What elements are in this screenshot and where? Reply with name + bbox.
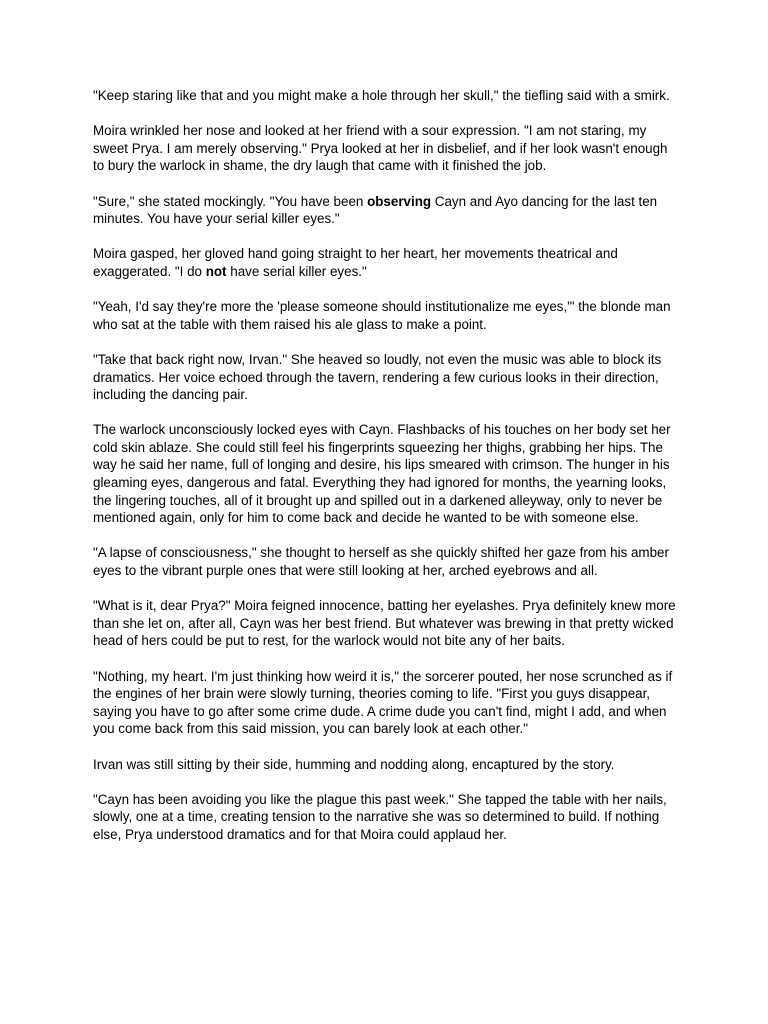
paragraph bbox=[93, 597, 678, 650]
paragraph-text: "Cayn has been avoiding you like the plague this past week." She tapped the table with her nails, slowly, one at a time, creating tension to the narrative she was so determined to build. If nothing else, Prya understood dramatics and for that Moira could applaud her. bbox=[93, 791, 667, 842]
paragraph bbox=[93, 122, 678, 175]
paragraph-text: "Nothing, my heart. I'm just thinking how weird it is," the sorcerer pouted, her nose scrunched as if the engines of her brain were slowly turning, theories coming to life. "First you guys disappear, saying you have to go after some crime dude. A crime dude you can't find, might I add, and when you come back from this said mission, you can barely look at each other." bbox=[93, 668, 673, 737]
paragraph-text: have serial killer eyes." bbox=[226, 263, 367, 279]
paragraph-text: Moira wrinkled her nose and looked at her friend with a sour expression. "I am not staring, my sweet Prya. I am merely observing." Prya looked at her in disbelief, and if her look wasn't enough to bury the warlock in shame, the dry laugh that came with it finished the job. bbox=[93, 123, 668, 174]
paragraph bbox=[93, 756, 678, 774]
paragraph bbox=[93, 87, 678, 105]
paragraph-text: Irvan was still sitting by their side, humming and nodding along, encaptured by the story. bbox=[93, 756, 615, 772]
paragraph-text: Cayn and Ayo dancing for the last ten minutes. You have your serial killer eyes." bbox=[93, 193, 658, 227]
paragraph bbox=[93, 421, 678, 527]
paragraph-text: "What is it, dear Prya?" Moira feigned innocence, batting her eyelashes. Prya definitely knew more than she let on, after all, Cayn was her best friend. But whatever was brewing in that pretty wicked head of hers could be put to rest, for the warlock would not bite any of her baits. bbox=[93, 598, 676, 649]
paragraph bbox=[93, 298, 678, 333]
paragraph bbox=[93, 245, 678, 280]
paragraph bbox=[93, 193, 678, 228]
paragraph-text: "A lapse of consciousness," she thought to herself as she quickly shifted her gaze from his amber eyes to the vibrant purple ones that were still looking at her, arched eyebrows and all. bbox=[93, 545, 669, 579]
paragraph-text: "Keep staring like that and you might make a hole through her skull," the tiefling said with a smirk. bbox=[93, 88, 670, 103]
paragraph-text: The warlock unconsciously locked eyes with Cayn. Flashbacks of his touches on her body set her cold skin ablaze. She could still feel his fingerprints squeezing her thighs, grabbing her hips. The way he said her name, full of longing and desire, his lips smeared with crimson. The hunger in his gleaming eyes, dangerous and fatal. Everything they had ignored for months, the yearning looks, the lingering touches, all of it brought up and spilled out in a darkened alleyway, only to never be mentioned again, only for him to come back and decide he wanted to be with someone else. bbox=[93, 422, 671, 526]
paragraph-text: "Yeah, I'd say they're more the 'please someone should institutionalize me eyes,'" the blonde man who sat at the table with them raised his ale glass to make a point. bbox=[93, 299, 671, 332]
paragraph bbox=[93, 668, 678, 738]
paragraph-text: "Take that back right now, Irvan." She heaved so loudly, not even the music was able to block its dramatics. Her voice echoed through the tavern, rendering a few curious looks in their direction, including the dancing pair. bbox=[93, 351, 662, 403]
paragraph-text: Moira gasped, her gloved hand going straight to her heart, her movements theatrical and exaggerated. "I do bbox=[93, 246, 618, 279]
paragraph bbox=[93, 544, 678, 579]
bold-text: not bbox=[205, 263, 227, 279]
document-page bbox=[93, 87, 678, 861]
paragraph bbox=[93, 351, 678, 404]
bold-text: observing bbox=[367, 193, 432, 209]
paragraph-text: "Sure," she stated mockingly. "You have been bbox=[93, 193, 368, 209]
paragraph bbox=[93, 791, 678, 844]
